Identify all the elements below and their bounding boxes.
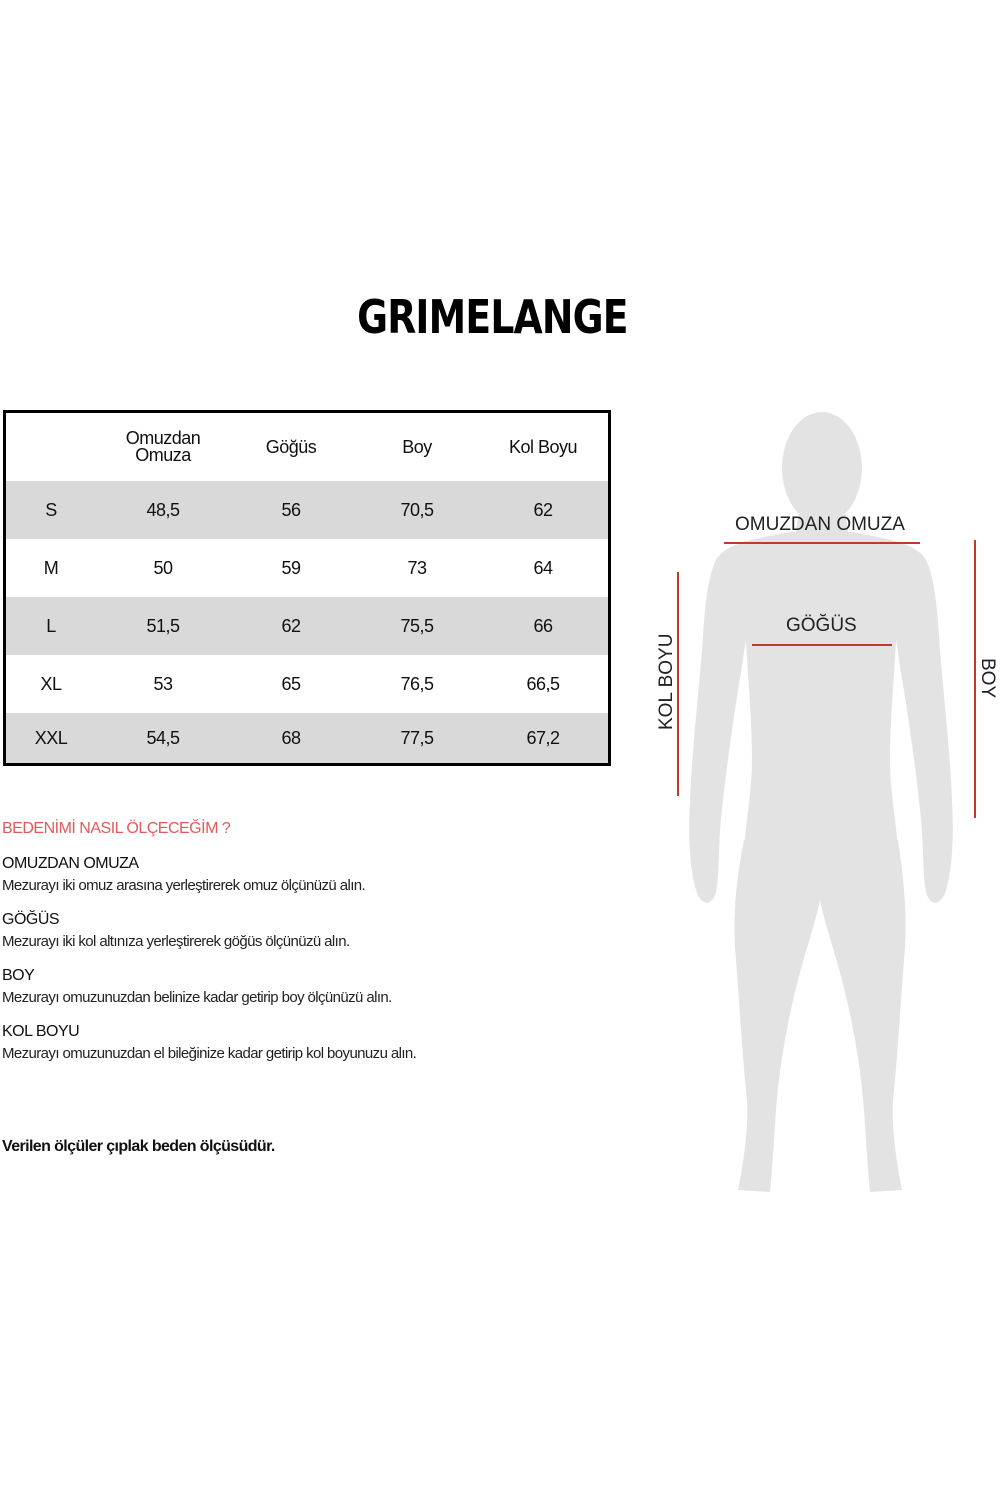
guide-title: BEDENİMİ NASIL ÖLÇECEĞİM ? xyxy=(2,820,231,837)
table-header-row xyxy=(6,413,608,481)
guide-text: Mezurayı iki omuz arasına yerleştirerek omuz ölçünüzü alın. xyxy=(2,877,366,894)
sleeve-cell: 66 xyxy=(533,615,553,636)
length-cell: 76,5 xyxy=(400,673,434,694)
header-shoulder-line2: Omuza xyxy=(135,445,191,465)
shoulder-cell: 54,5 xyxy=(146,727,180,748)
header-sleeve: Kol Boyu xyxy=(508,436,578,457)
guide-heading: BOY xyxy=(2,967,35,984)
header-chest: Göğüs xyxy=(265,436,317,457)
size-cell: XXL xyxy=(34,727,68,748)
length-label: BOY xyxy=(977,658,998,699)
shoulder-cell: 51,5 xyxy=(146,615,180,636)
chest-cell: 59 xyxy=(281,557,301,578)
guide-text: Mezurayı omuzunuzdan el bileğinize kadar getirip kol boyunuzu alın. xyxy=(2,1045,417,1062)
length-cell: 73 xyxy=(407,557,427,578)
shoulder-cell: 50 xyxy=(153,557,173,578)
guide-heading: KOL BOYU xyxy=(2,1023,80,1040)
table-row xyxy=(6,539,608,597)
header-size xyxy=(16,413,86,481)
size-cell: L xyxy=(46,615,56,636)
table-row xyxy=(6,481,608,539)
guide-text: Mezurayı omuzunuzdan belinize kadar getirip boy ölçünüzü alın. xyxy=(2,989,392,1006)
size-cell: S xyxy=(45,499,57,520)
table-row xyxy=(6,713,608,763)
table-row xyxy=(6,597,608,655)
sleeve-cell: 66,5 xyxy=(526,673,560,694)
length-cell: 75,5 xyxy=(400,615,434,636)
length-cell: 70,5 xyxy=(400,499,434,520)
size-cell: XL xyxy=(40,673,62,694)
brand-logo: GRIMELANGE xyxy=(357,290,628,344)
length-cell: 77,5 xyxy=(400,727,434,748)
measurement-note: Verilen ölçüler çıplak beden ölçüsüdür. xyxy=(2,1138,275,1155)
header-length: Boy xyxy=(402,436,432,457)
chest-cell: 68 xyxy=(281,727,301,748)
guide-item-shoulder xyxy=(2,855,622,894)
shoulder-label: OMUZDAN OMUZA xyxy=(735,514,905,535)
measure-guide xyxy=(2,820,622,1079)
chest-cell: 62 xyxy=(281,615,301,636)
sleeve-cell: 67,2 xyxy=(526,727,560,748)
chest-label: GÖĞÜS xyxy=(786,615,857,636)
shoulder-cell: 53 xyxy=(153,673,173,694)
guide-item-sleeve xyxy=(2,1023,622,1062)
sleeve-cell: 62 xyxy=(533,499,553,520)
guide-item-chest xyxy=(2,911,622,950)
header-shoulder xyxy=(98,413,228,481)
sleeve-cell: 64 xyxy=(533,557,553,578)
body-figure xyxy=(640,400,1000,1220)
size-chart-table xyxy=(3,410,611,766)
guide-heading: GÖĞÜS xyxy=(2,911,60,928)
size-cell: M xyxy=(43,557,59,578)
chest-cell: 65 xyxy=(281,673,301,694)
guide-text: Mezurayı iki kol altınıza yerleştirerek göğüs ölçünüzü alın. xyxy=(2,933,350,950)
chest-cell: 56 xyxy=(281,499,301,520)
shoulder-cell: 48,5 xyxy=(146,499,180,520)
table-row xyxy=(6,655,608,713)
header-shoulder-line1: Omuzdan xyxy=(125,428,201,448)
guide-item-length xyxy=(2,967,622,1006)
sleeve-label: KOL BOYU xyxy=(656,633,677,730)
guide-heading: OMUZDAN OMUZA xyxy=(2,855,139,872)
